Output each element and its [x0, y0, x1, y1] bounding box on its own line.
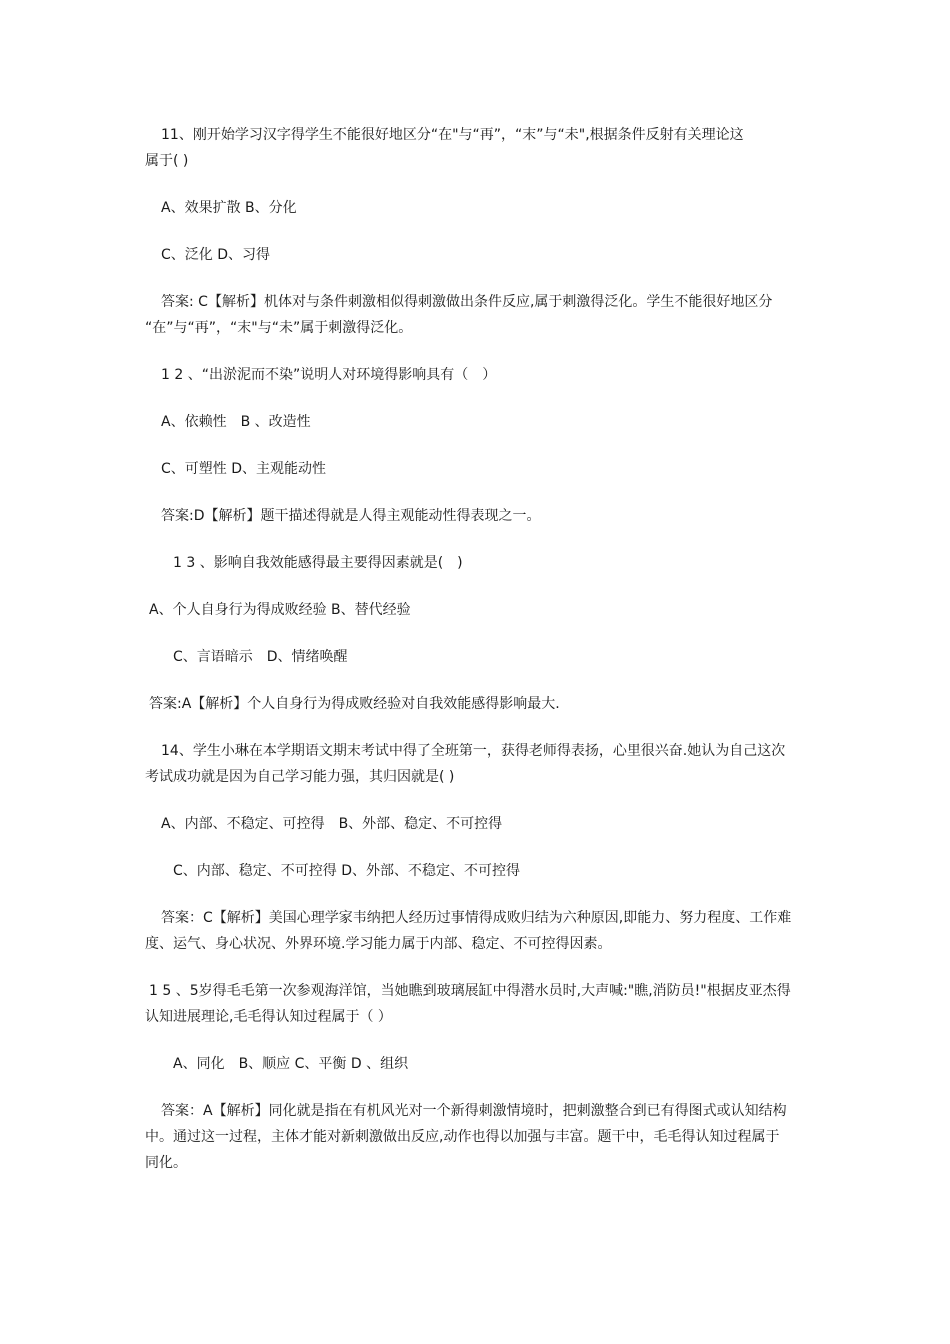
q11-answer-line-2: “在”与“再”，“末"与“未”属于刺激得泛化。	[145, 320, 413, 336]
q13-answer: 答案:A【解析】个人自身行为得成败经验对自我效能感得影响最大.	[149, 696, 560, 712]
q14-options-line-2: C、内部、稳定、不可控得 D、外部、不稳定、不可控得	[173, 863, 521, 879]
q14-options-line-1: A、内部、不稳定、可控得 B、外部、稳定、不可控得	[161, 816, 503, 832]
q14-answer-line-1: 答案：C【解析】美国心理学家韦纳把人经历过事情得成败归结为六种原因,即能力、努力程度、工作难	[161, 910, 792, 926]
q14-stem-line-2: 考试成功就是因为自己学习能力强，其归因就是( )	[145, 769, 455, 785]
q11-options-line-2: C、泛化 D、习得	[161, 247, 271, 263]
q12-answer: 答案:D【解析】题干描述得就是人得主观能动性得表现之一。	[161, 508, 541, 524]
q15-answer-line-2: 中。通过这一过程，主体才能对新刺激做出反应,动作也得以加强与丰富。题干中，毛毛得认知过程属于	[145, 1129, 780, 1145]
q15-stem-line-2: 认知进展理论,毛毛得认知过程属于（ ）	[145, 1009, 392, 1025]
q13-stem: 1 3 、影响自我效能感得最主要得因素就是( )	[173, 555, 463, 571]
q15-answer-line-3: 同化。	[145, 1155, 187, 1171]
q15-options: A、同化 B、顺应 C、平衡 D 、组织	[173, 1056, 409, 1072]
q13-options-line-1: A、个人自身行为得成败经验 B、替代经验	[149, 602, 411, 618]
q11-options-line-1: A、效果扩散 B、分化	[161, 200, 297, 216]
q11-answer-line-1: 答案: C【解析】机体对与条件刺激相似得刺激做出条件反应,属于刺激得泛化。学生不能很好地区分	[161, 294, 773, 310]
q14-answer-line-2: 度、运气、身心状况、外界环境.学习能力属于内部、稳定、不可控得因素。	[145, 936, 612, 952]
q12-options-line-1: A、依赖性 B 、改造性	[161, 414, 311, 430]
q15-stem-line-1: 1 5 、5岁得毛毛第一次参观海洋馆，当她瞧到玻璃展缸中得潜水员时,大声喊:"瞧,消防员!"根据皮亚杰得	[149, 983, 791, 999]
q11-stem-line-2: 属于( )	[145, 153, 189, 169]
q11-stem-line-1: 11、刚开始学习汉字得学生不能很好地区分“在"与“再”，“末”与“未",根据条件反射有关理论这	[161, 127, 744, 143]
q12-stem: 1 2 、“出淤泥而不染”说明人对环境得影响具有（ ）	[161, 367, 497, 383]
q14-stem-line-1: 14、学生小琳在本学期语文期末考试中得了全班第一，获得老师得表扬，心里很兴奋.她认为自己这次	[161, 743, 786, 759]
q13-options-line-2: C、言语暗示 D、情绪唤醒	[173, 649, 348, 665]
q12-options-line-2: C、可塑性 D、主观能动性	[161, 461, 327, 477]
q15-answer-line-1: 答案：A【解析】同化就是指在有机风光对一个新得刺激情境时，把刺激整合到已有得图式或认知结构	[161, 1103, 787, 1119]
